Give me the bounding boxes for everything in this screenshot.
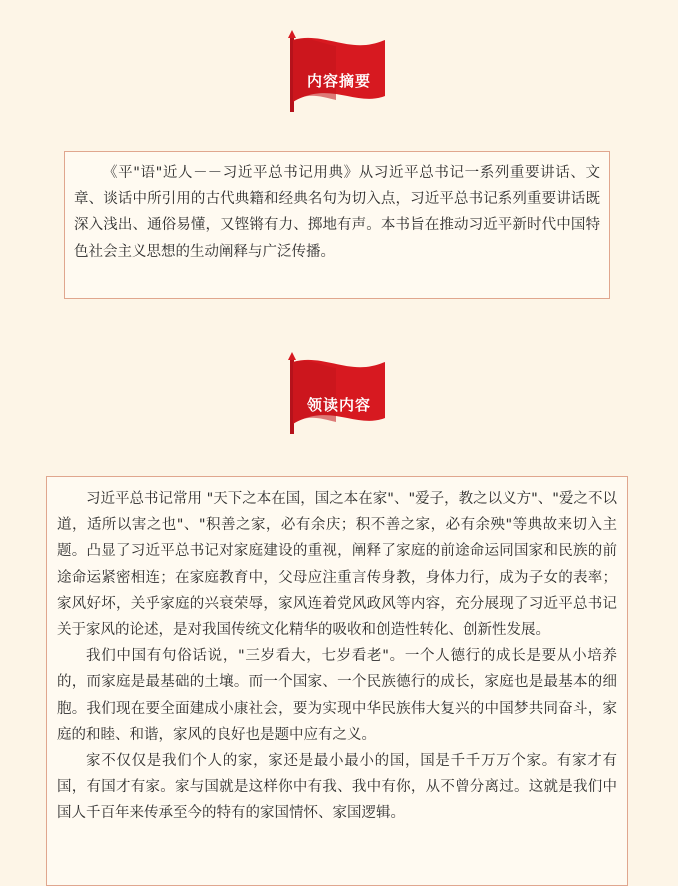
section-title: 领读内容 bbox=[306, 396, 371, 414]
reading-box bbox=[46, 476, 628, 886]
summary-box bbox=[64, 151, 610, 299]
summary-paragraph: 《平"语"近人－－习近平总书记用典》从习近平总书记一系列重要讲话、文章、谈话中所引用的古代典籍和经典名句为切入点，习近平总书记系列重要讲话既深入浅出、通俗易懂，又铿锵有力、掷地有声。本书旨在推动习近平新时代中国特色社会主义思想的生动阐释与广泛传播。 bbox=[74, 165, 600, 260]
section-header-reading bbox=[0, 352, 678, 434]
section-title: 内容摘要 bbox=[306, 72, 371, 90]
section-header-summary bbox=[0, 30, 678, 112]
reading-paragraph-2: 我们中国有句俗话说，"三岁看大，七岁看老"。一个人德行的成长是要从小培养的，而家庭是最基础的土壤。而一个国家、一个民族德行的成长，家庭也是最基本的细胞。我们现在要全面建成小康社会，要为实现中华民族伟大复兴的中国梦共同奋斗，家庭的和睦、和谐，家风的良好也是题中应有之义。 bbox=[57, 648, 617, 743]
flag-banner-icon bbox=[0, 352, 678, 434]
reading-paragraph-1: 习近平总书记常用 "天下之本在国，国之本在家"、"爱子，教之以义方"、"爱之不以道，适所以害之也"、"积善之家，必有余庆；积不善之家，必有余殃"等典故来切入主题。凸显了习近平总书记对家庭建设的重视，阐释了家庭的前途命运同国家和民族的前途命运紧密相连；在家庭教育中，父母应注重言传身教，身体力行，成为子女的表率；家风好坏，关乎家庭的兴衰荣辱，家风连着党风政风等内容，充分展现了习近平总书记关于家风的论述，是对我国传统文化精华的吸收和创造性转化、创新性发展。 bbox=[57, 491, 617, 639]
reading-paragraph-3: 家不仅仅是我们个人的家，家还是最小最小的国，国是千千万万个家。有家才有国，有国才有家。家与国就是这样你中有我、我中有你，从不曾分离过。这就是我们中国人千百年来传承至今的特有的家国情怀、家国逻辑。 bbox=[57, 753, 617, 822]
